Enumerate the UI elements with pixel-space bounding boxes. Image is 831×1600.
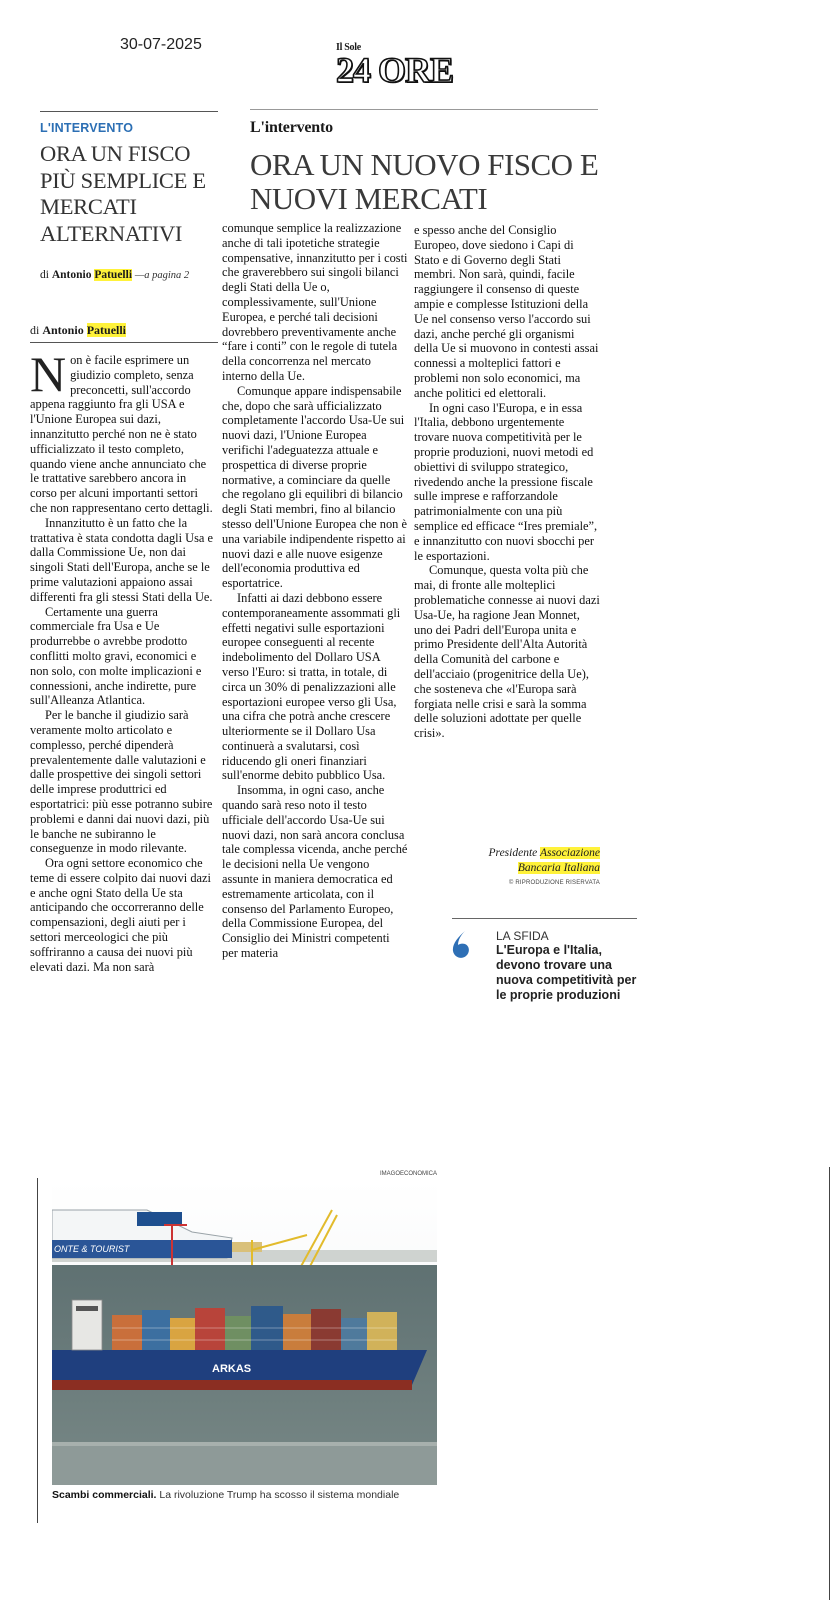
teaser-author-last: Patuelli bbox=[94, 269, 133, 281]
photo-frame-left bbox=[37, 1178, 38, 1523]
signature-org-2: Bancaria Italiana bbox=[517, 862, 600, 874]
newspaper-masthead bbox=[336, 42, 454, 90]
masthead-logo: 24 ORE bbox=[336, 50, 454, 90]
paragraph: Innanzitutto è un fatto che la trattativa è stata condotta dagli Usa e dalla Commissione Ue, non dai singoli Stati dell'Europa, anche se le prime valutazioni appaiono assai differenti fra gli stessi Stati della Ue. bbox=[30, 515, 214, 604]
article-byline bbox=[30, 323, 126, 338]
ferry-text: ONTE & TOURIST bbox=[54, 1244, 130, 1254]
author-signature bbox=[414, 846, 600, 876]
drop-cap: N bbox=[30, 346, 67, 402]
paragraph: Ora ogni settore economico che teme di essere colpito dai nuovi dazi e anche ogni Stato della Ue sta anticipando che occorreranno delle compensazioni, degli aiuti per i settori merceologici che più soffriranno a causa dei nuovi più elevati dazi. Ma non sarà bbox=[30, 856, 211, 974]
teaser-byline bbox=[40, 269, 189, 281]
paragraph: Comunque, questa volta più che mai, di fronte alle molteplici problematiche connesse ai nuovi dazi Usa-Ue, ha ragione Jean Monnet, uno dei Padri dell'Europa unita e primo Presidente dell'Alta Autorità della Comunità del carbone e dell'acciaio (progenitrice della Ue), che sosteneva che «l'Europa sarà forgiata nelle crisi e sarà la somma delle soluzioni adottate per quelle crisi». bbox=[414, 563, 600, 741]
teaser-rule bbox=[40, 111, 218, 112]
copyright-notice: © RIPRODUZIONE RISERVATA bbox=[508, 880, 600, 886]
article-author-last: Patuelli bbox=[86, 323, 127, 337]
article-headline: ORA UN NUOVO FISCO E NUOVI MERCATI bbox=[250, 147, 599, 216]
article-author-first: Antonio bbox=[42, 323, 84, 337]
paragraph: Insomma, in ogni caso, anche quando sarà reso noto il testo ufficiale dell'accordo Usa-Ue sui nuovi dazi, non sarà ancora conclusa tale complessa vicenda, anche perché le decisioni nella Ue vengono assunte in maniera democratica ed estremamente articolata, con il consenso del Parlamento Europeo, della Commissione Europea, del Consiglio dei Ministri competenti per materia bbox=[222, 783, 408, 961]
port-photo bbox=[52, 1180, 437, 1485]
caption-text: La rivoluzione Trump ha scosso il sistema mondiale bbox=[156, 1489, 400, 1501]
paragraph: on è facile esprimere un giudizio completo, senza preconcetti, sull'accordo appena raggiunto fra gli USA e l'Unione Europea sui dazi, innanzitutto perché non ne è stato ufficializzato il testo completo, quando viene anche annunciato che le trattative sarebbero ancora in corso per alcuni importanti settori che non rappresentano certo dettagli. bbox=[30, 353, 213, 515]
signature-org-1: Associazione bbox=[539, 847, 600, 859]
teaser-title: ORA UN FISCO PIÙ SEMPLICE E MERCATI ALTERNATIVI bbox=[40, 141, 206, 246]
page-frame-right bbox=[829, 1167, 830, 1600]
quote-mark-icon bbox=[452, 931, 470, 959]
byline-rule bbox=[30, 342, 218, 343]
teaser-page-ref: —a pagina 2 bbox=[134, 270, 190, 281]
paragraph: Certamente una guerra commerciale fra Usa e Ue produrrebbe o avrebbe prodotto conflitti molto gravi, economici e non solo, con molte implicazioni e connessioni, anche indirette, pure sull'Alleanza Atlantica. bbox=[30, 604, 202, 708]
teaser-kicker: L'INTERVENTO bbox=[40, 121, 134, 135]
article-column-2 bbox=[222, 221, 408, 961]
paragraph: comunque semplice la realizzazione anche di tali ipotetiche strategie compensative, innanzitutto per i costi che graverebbero sui singoli bilanci degli Stati della Ue o, complessivamente, sull'Unione Europea, e perché tali decisioni dovrebbero preventivamente anche “fare i conti” con le regole di tutela della concorrenza nel mercato interno della Ue. bbox=[222, 221, 408, 383]
photo-caption bbox=[52, 1489, 472, 1501]
article-by: di bbox=[30, 323, 40, 337]
article-column-3 bbox=[414, 223, 600, 741]
edition-date: 30-07-2025 bbox=[120, 36, 202, 53]
signature-role: Presidente bbox=[488, 847, 538, 859]
ship-name: ARKAS bbox=[212, 1363, 252, 1375]
paragraph: In ogni caso l'Europa, e in essa l'Italia, debbono urgentemente trovare nuova competitività per le proprie produzioni, nuovi metodi ed obiettivi di sviluppo strategico, rivedendo anche la pressione fiscale sulle imprese e rafforzandole patrimonialmente con una più semplice ed efficace “Ires premiale”, e innanzitutto con nuovi sbocchi per le esportazioni. bbox=[414, 400, 598, 563]
pull-quote-label: LA SFIDA bbox=[496, 929, 549, 943]
headline-rule bbox=[250, 109, 598, 110]
photo-credit: IMAGOECONOMICA bbox=[380, 1171, 438, 1177]
paragraph: Infatti ai dazi debbono essere contemporaneamente assommati gli effetti negativi sulle esportazioni europee conseguenti al recente indebolimento del Dollaro USA verso l'Euro: si tratta, in totale, di circa un 30% di penalizzazioni alle esportazioni europee verso gli Usa, una cifra che potrà anche crescere ulteriormente se il Dollaro Usa continuerà a svalutarsi, così riducendo gli oneri finanziari sull'enorme debito pubblico Usa. bbox=[222, 590, 401, 783]
caption-bold: Scambi commerciali. bbox=[52, 1489, 157, 1501]
teaser-by: di bbox=[40, 269, 49, 281]
pull-quote bbox=[452, 918, 637, 1003]
teaser-author-first: Antonio bbox=[51, 269, 92, 281]
paragraph: e spesso anche del Consiglio Europeo, dove siedono i Capi di Stato e di Governo degli Stati membri. Non sarà, quindi, facile raggiungere il consenso di queste ampie e complesse Istituzioni della Ue nel consenso verso l'accordo sui dazi, anche perché gli organismi della Ue si muovono in contesti assai connessi a molteplici fattori e problemi non solo economici, ma anche politici ed elettorali. bbox=[414, 223, 599, 400]
pull-quote-text: L'Europa e l'Italia, devono trovare una nuova competitività per le proprie produzioni bbox=[496, 943, 637, 1002]
masthead-small: Il Sole bbox=[336, 42, 361, 53]
paragraph: Comunque appare indispensabile che, dopo che sarà ufficializzato completamente l'accordo Usa-Ue sui nuovi dazi, l'Unione Europea verifichi l'adeguatezza attuale e prospettica di diverse proprie normative, a cominciare da quelle che regolano gli equilibri di bilancio degli Stati membri, fino al bilancio stesso dell'Unione Europea che non è una variabile indipendente rispetto ai nuovi dazi e alle nuove esigenze dell'economia produttiva ed esportatrice. bbox=[222, 383, 407, 591]
article-column-1 bbox=[30, 346, 216, 974]
article-kicker: L'intervento bbox=[250, 119, 333, 136]
paragraph: Per le banche il giudizio sarà veramente molto articolato e complesso, perché dipenderà prevalentemente dalle valutazioni e dalle prospettive dei singoli settori delle imprese produttrici ed esportatrici: più esse potranno subire problemi e danni dai nuovi dazi, più le banche ne subiranno le conseguenze in modo rilevante. bbox=[30, 708, 213, 856]
